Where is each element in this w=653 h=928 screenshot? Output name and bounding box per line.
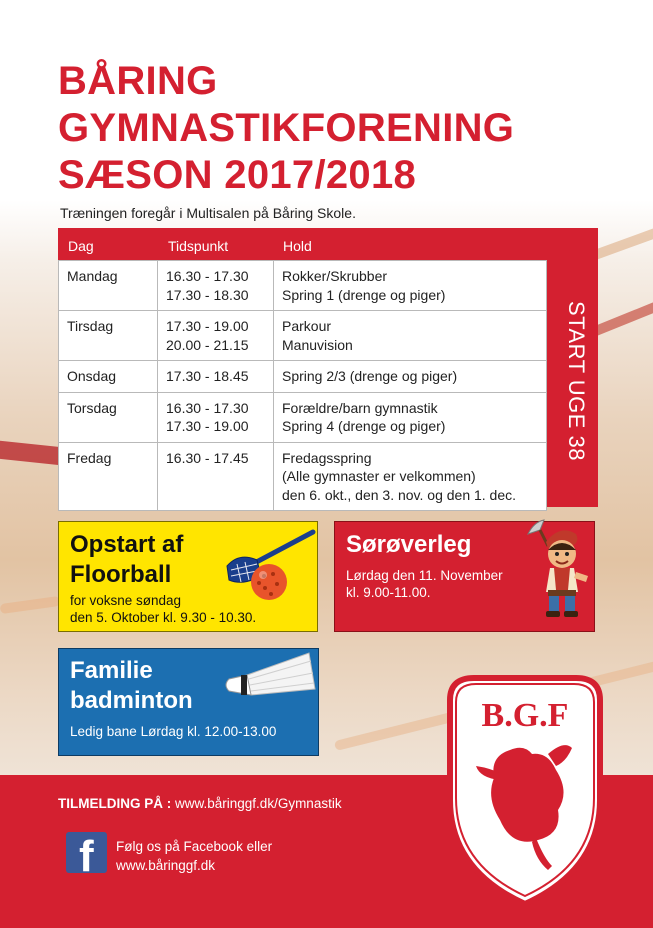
club-crest-logo: [440, 670, 610, 910]
start-week-label: [556, 274, 596, 488]
facebook-line-2[interactable]: www.båringgf.dk: [116, 858, 216, 873]
schedule-day: Tirsdag: [59, 311, 158, 361]
schedule-teams: [274, 311, 547, 361]
pirate-box: [334, 521, 595, 632]
schedule-day: Torsdag: [59, 392, 158, 442]
schedule-times: [158, 311, 274, 361]
schedule-team: Rokker/Skrubber: [282, 268, 388, 284]
crest-text: B.G.F: [481, 697, 569, 734]
schedule-teams: [274, 361, 547, 393]
title-line-1: BÅRING: [58, 59, 218, 103]
schedule-teams: [274, 442, 547, 511]
floorball-line-1: for voksne søndag: [70, 593, 182, 608]
schedule-day: Mandag: [59, 261, 158, 311]
header-time: Tidspunkt: [168, 238, 229, 254]
header-team: Hold: [283, 238, 312, 254]
schedule-time: 17.30 - 19.00: [166, 318, 249, 334]
signup-line: [58, 796, 342, 811]
schedule-time: 17.30 - 18.45: [166, 368, 249, 384]
floorball-box: [58, 521, 318, 632]
schedule-row: [59, 261, 547, 311]
schedule-times: [158, 442, 274, 511]
title-line-3: SÆSON 2017/2018: [58, 153, 417, 197]
schedule-time: 16.30 - 17.30: [166, 399, 249, 416]
schedule-team: Spring 1 (drenge og piger): [282, 286, 446, 303]
schedule-teams: [274, 392, 547, 442]
facebook-text: [116, 837, 272, 875]
schedule-time: 16.30 - 17.30: [166, 268, 249, 284]
schedule-times: [158, 261, 274, 311]
schedule-team: den 6. okt., den 3. nov. og den 1. dec.: [282, 486, 517, 503]
floorball-title: [70, 530, 183, 590]
floorball-title-1: Opstart af: [70, 531, 184, 558]
start-week-text: START UGE 38: [564, 300, 589, 462]
floorball-line-2: den 5. Oktober kl. 9.30 - 10.30.: [70, 610, 257, 625]
schedule-row: [59, 361, 547, 393]
schedule-time: 17.30 - 19.00: [166, 418, 249, 434]
schedule-team: Forældre/barn gymnastik: [282, 399, 438, 416]
pirate-character-icon: [520, 516, 600, 620]
schedule-panel: [58, 228, 598, 507]
schedule-teams: [274, 261, 547, 311]
badminton-title-2: badminton: [70, 687, 193, 714]
pirate-details: [346, 567, 503, 601]
schedule-times: [158, 392, 274, 442]
schedule-team: (Alle gymnaster er velkommen): [282, 468, 476, 484]
facebook-line-1: Følg os på Facebook eller: [116, 839, 273, 854]
shuttlecock-icon: [217, 649, 317, 713]
pirate-line-2: kl. 9.00-11.00.: [346, 585, 431, 600]
badminton-details: Ledig bane Lørdag kl. 12.00-13.00: [70, 724, 277, 739]
badminton-title: [70, 656, 193, 716]
floor-stripe: [0, 596, 60, 614]
floorball-title-2: Floorball: [70, 561, 172, 588]
signup-url[interactable]: www.båringgf.dk/Gymnastik: [175, 796, 342, 811]
schedule-time: 16.30 - 17.45: [166, 449, 249, 466]
floorball-stick-icon: [209, 526, 317, 606]
schedule-team: Spring 4 (drenge og piger): [282, 418, 446, 434]
page-title: [58, 58, 514, 199]
schedule-team: Parkour: [282, 318, 332, 334]
schedule-table: [58, 260, 547, 511]
badminton-title-1: Familie: [70, 657, 153, 684]
schedule-time: 20.00 - 21.15: [166, 336, 249, 353]
schedule-time: 17.30 - 18.30: [166, 286, 249, 303]
badminton-box: [58, 648, 319, 756]
header-day: Dag: [68, 238, 94, 254]
schedule-team: Spring 2/3 (drenge og piger): [282, 368, 458, 384]
location-note: Træningen foregår i Multisalen på Båring Skole.: [60, 205, 356, 221]
facebook-icon[interactable]: f: [66, 832, 107, 873]
schedule-times: [158, 361, 274, 393]
schedule-row: [59, 311, 547, 361]
schedule-row: [59, 392, 547, 442]
pirate-line-1: Lørdag den 11. November: [346, 568, 503, 583]
schedule-row: [59, 442, 547, 511]
signup-label: TILMELDING PÅ :: [58, 796, 172, 811]
pirate-title: Sørøverleg: [346, 531, 472, 558]
schedule-day: Onsdag: [59, 361, 158, 393]
schedule-team: Manuvision: [282, 336, 353, 353]
schedule-day: Fredag: [59, 442, 158, 511]
title-line-2: GYMNASTIKFORENING: [58, 106, 515, 150]
schedule-team: Fredagsspring: [282, 449, 372, 466]
